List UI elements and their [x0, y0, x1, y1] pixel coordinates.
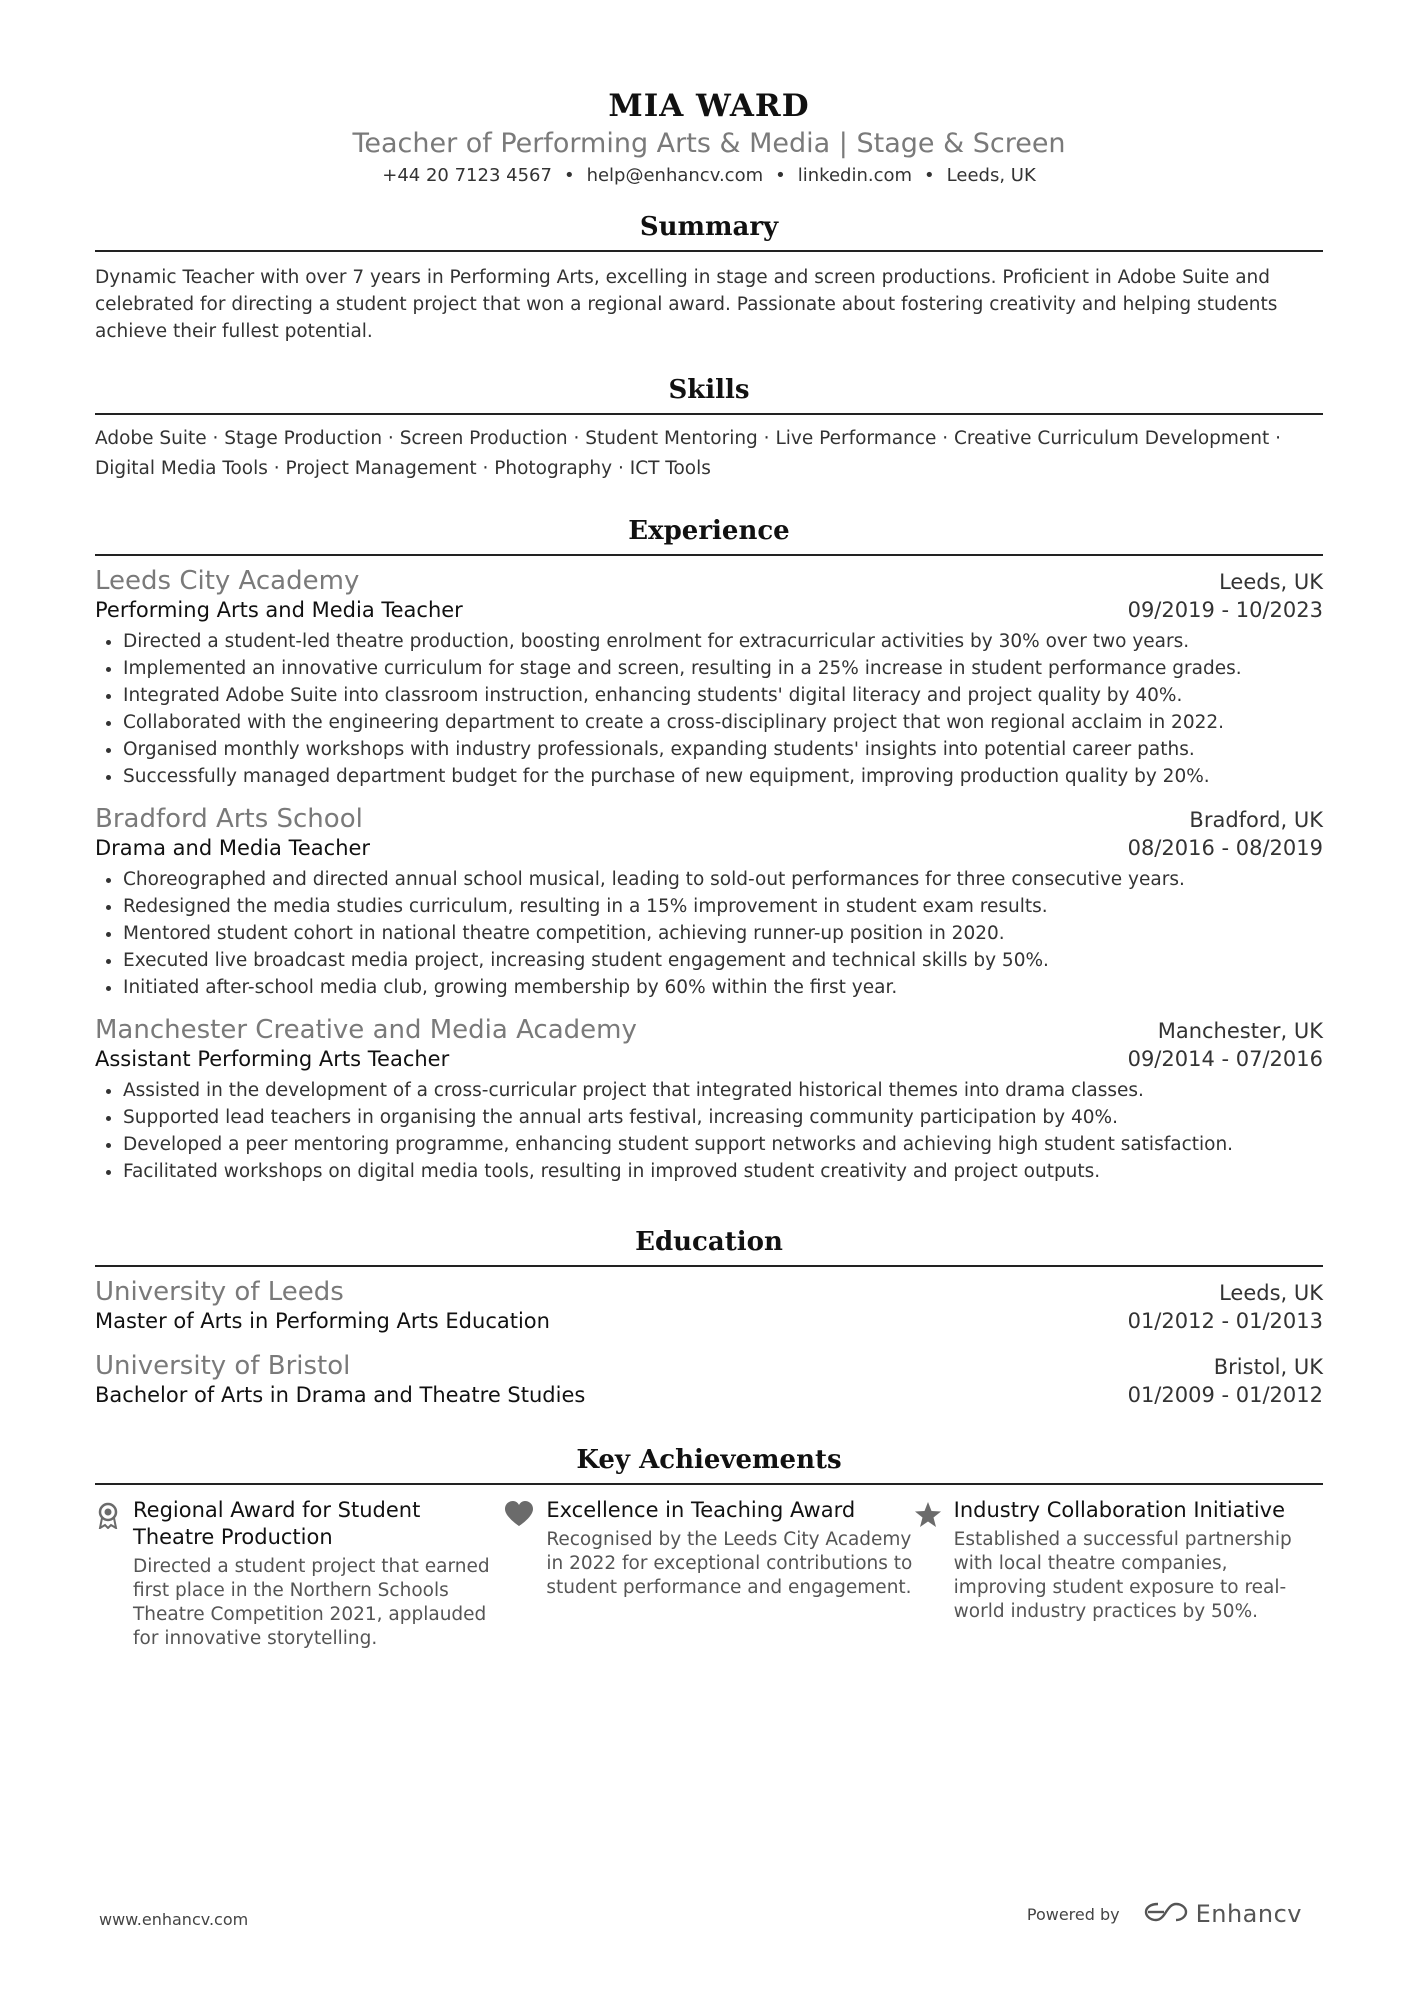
enhancv-logo-icon	[1144, 1900, 1188, 1928]
achievement-desc: Established a successful partnership with local theatre companies, improving student exposure to real-world industry practices by 50%.	[953, 1529, 1292, 1622]
candidate-name: MIA WARD	[608, 88, 810, 124]
skills-section	[95, 375, 1323, 484]
job-bullets	[95, 1077, 1323, 1185]
job-bullet: • Implemented an innovative curriculum for stage and screen, resulting in a 25% increase in student performance grades.	[123, 655, 1323, 682]
job-bullet: • Facilitated workshops on digital media tools, resulting in improved student creativity and project outputs.	[123, 1158, 1323, 1185]
achievement-title: Excellence in Teaching Award	[546, 1498, 856, 1522]
education-degree: Master of Arts in Performing Arts Education	[95, 1309, 550, 1333]
job-location: Leeds, UK	[1219, 570, 1323, 594]
star-icon	[914, 1497, 942, 1651]
education-school: University of Leeds	[95, 1277, 344, 1307]
contact-line	[95, 165, 1323, 186]
education-dates: 01/2009 - 01/2012	[1127, 1383, 1323, 1407]
achievement-desc: Directed a student project that earned first place in the Northern Schools Theatre Competition 2021, applauded for innovative storytelling.	[133, 1556, 490, 1649]
job-bullets	[95, 866, 1323, 1001]
job-bullet: • Executed live broadcast media project, increasing student engagement and technical skills by 50%.	[123, 947, 1323, 974]
education-title: Education	[95, 1227, 1323, 1267]
education-location: Leeds, UK	[1219, 1281, 1323, 1305]
job-bullet: • Integrated Adobe Suite into classroom instruction, enhancing students' digital literacy and project quality by 40%.	[123, 682, 1323, 709]
education-entry	[95, 1351, 1323, 1407]
achievements-title: Key Achievements	[95, 1445, 1323, 1485]
brand-name: Enhancv	[1195, 1900, 1302, 1928]
job-bullet: • Successfully managed department budget for the purchase of new equipment, improving production quality by 20%.	[123, 763, 1323, 790]
job-bullet: • Supported lead teachers in organising the annual arts festival, increasing community participation by 40%.	[123, 1104, 1323, 1131]
email-contact[interactable]: help@enhancv.com	[586, 165, 764, 186]
job-bullet: • Redesigned the media studies curriculum, resulting in a 15% improvement in student exam results.	[123, 893, 1323, 920]
job-entry	[95, 1015, 1323, 1185]
education-location: Bristol, UK	[1213, 1355, 1323, 1379]
footer-website-link[interactable]: www.enhancv.com	[99, 1910, 249, 1929]
contact-separator: •	[563, 165, 575, 186]
education-school: University of Bristol	[95, 1351, 351, 1381]
job-entry	[95, 566, 1323, 790]
job-role: Performing Arts and Media Teacher	[95, 598, 463, 622]
job-bullet: • Assisted in the development of a cross-curricular project that integrated historical themes into drama classes.	[123, 1077, 1323, 1104]
achievement-item	[95, 1497, 504, 1651]
contact-separator: •	[924, 165, 935, 186]
job-location: Bradford, UK	[1189, 808, 1323, 832]
linkedin-contact[interactable]: linkedin.com	[797, 165, 913, 186]
job-company: Manchester Creative and Media Academy	[95, 1015, 637, 1045]
job-company: Leeds City Academy	[95, 566, 360, 596]
achievements-grid	[95, 1497, 1323, 1651]
achievements-section	[95, 1445, 1323, 1651]
job-company: Bradford Arts School	[95, 804, 363, 834]
job-role: Drama and Media Teacher	[95, 836, 371, 860]
job-bullet: • Organised monthly workshops with industry professionals, expanding students' insights into potential career paths.	[123, 736, 1323, 763]
job-bullet: • Choreographed and directed annual school musical, leading to sold-out performances for three consecutive years.	[123, 866, 1323, 893]
job-bullet: • Initiated after-school media club, growing membership by 60% within the first year.	[123, 974, 1323, 1001]
location-contact: Leeds, UK	[946, 165, 1036, 186]
footer-branding	[1027, 1900, 1302, 1928]
job-entry	[95, 804, 1323, 1001]
summary-text: Dynamic Teacher with over 7 years in Performing Arts, excelling in stage and screen productions. Proficient in Adobe Suite and celebrated for directing a student project that won a regional award. Passionate about fostering creativity and helping students achieve their fullest potential.	[95, 267, 1278, 342]
job-bullet: • Directed a student-led theatre production, boosting enrolment for extracurricular activities by 30% over two years.	[123, 628, 1323, 655]
job-bullet: • Mentored student cohort in national theatre competition, achieving runner-up position in 2020.	[123, 920, 1323, 947]
education-dates: 01/2012 - 01/2013	[1127, 1309, 1323, 1333]
candidate-tagline: Teacher of Performing Arts & Media | Stage & Screen	[352, 128, 1066, 159]
achievement-title: Regional Award for Student Theatre Production	[133, 1498, 421, 1549]
summary-section	[95, 212, 1323, 345]
award-icon	[95, 1497, 121, 1651]
heart-icon	[504, 1497, 534, 1651]
job-dates: 09/2019 - 10/2023	[1127, 598, 1323, 622]
achievement-item	[504, 1497, 913, 1651]
experience-section	[95, 516, 1323, 1185]
achievement-item	[914, 1497, 1323, 1651]
job-dates: 09/2014 - 07/2016	[1127, 1047, 1323, 1071]
contact-separator: •	[775, 165, 786, 186]
job-bullet: • Collaborated with the engineering department to create a cross-disciplinary project that won regional acclaim in 2022.	[123, 709, 1323, 736]
job-dates: 08/2016 - 08/2019	[1127, 836, 1323, 860]
skills-text: Adobe Suite · Stage Production · Screen Production · Student Mentoring · Live Performance · Creative Curriculum Development · Digital Media Tools · Project Management · Photography · ICT Tools	[95, 428, 1282, 479]
job-bullet: • Developed a peer mentoring programme, enhancing student support networks and achieving high student satisfaction.	[123, 1131, 1323, 1158]
education-section	[95, 1227, 1323, 1407]
powered-by-label: Powered by	[1026, 1904, 1120, 1924]
achievement-desc: Recognised by the Leeds City Academy in 2022 for exceptional contributions to student performance and engagement.	[546, 1529, 913, 1598]
job-bullets	[95, 628, 1323, 790]
education-degree: Bachelor of Arts in Drama and Theatre Studies	[95, 1383, 586, 1407]
achievement-title: Industry Collaboration Initiative	[953, 1498, 1286, 1522]
job-location: Manchester, UK	[1157, 1019, 1323, 1043]
phone-contact[interactable]: +44 20 7123 4567	[382, 165, 552, 186]
job-role: Assistant Performing Arts Teacher	[95, 1047, 450, 1071]
skills-title: Skills	[95, 375, 1323, 415]
experience-title: Experience	[95, 516, 1323, 556]
education-entry	[95, 1277, 1323, 1333]
resume-page	[95, 0, 1323, 1651]
summary-title: Summary	[95, 212, 1323, 252]
